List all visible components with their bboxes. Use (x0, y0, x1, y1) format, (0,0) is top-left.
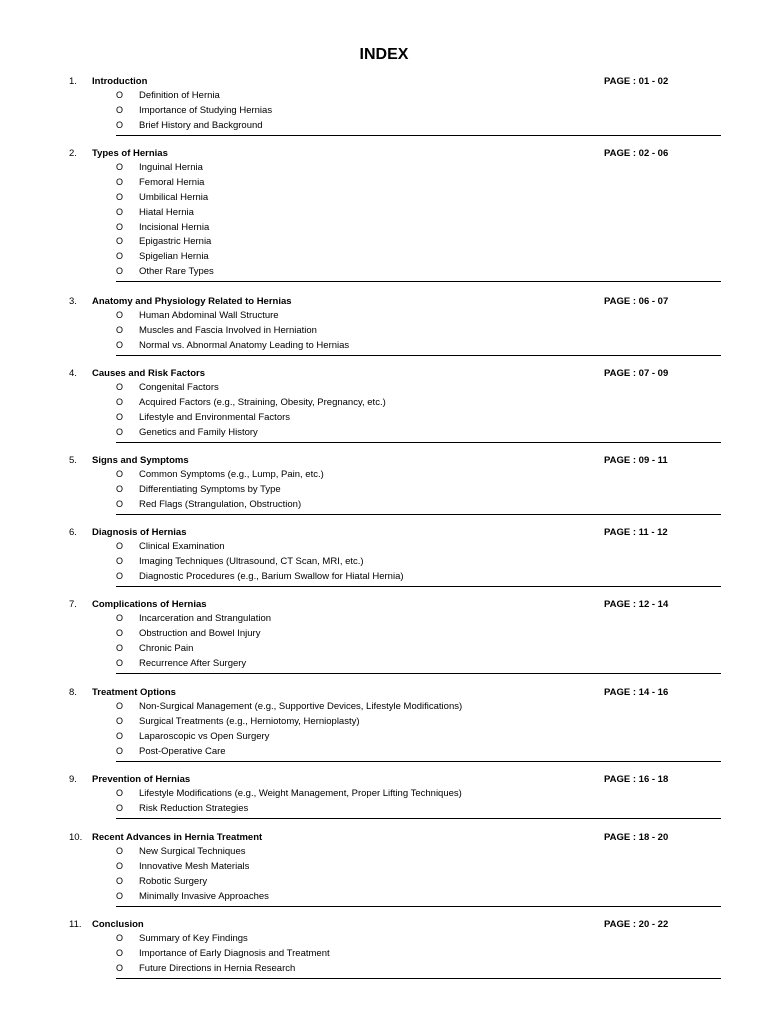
section-page-range: PAGE : 14 - 16 (604, 687, 669, 698)
circle-bullet-icon: O (116, 339, 124, 350)
circle-bullet-icon: O (116, 324, 124, 335)
subtopic-item (0, 875, 768, 890)
circle-bullet-icon: O (116, 266, 124, 277)
subtopic-list (0, 932, 768, 977)
subtopic-label: Definition of Hernia (139, 90, 220, 101)
section-heading (0, 831, 768, 845)
subtopic-label: Other Rare Types (139, 266, 214, 278)
circle-bullet-icon: O (116, 382, 124, 392)
section-heading (0, 686, 768, 700)
subtopic-label: Spigelian Hernia (139, 251, 209, 263)
subtopic-label: Surgical Treatments (e.g., Herniotomy, Hernioplasty) (139, 715, 360, 727)
subtopic-item (0, 745, 768, 760)
circle-bullet-icon: O (116, 90, 124, 100)
subtopic-label: Clinical Examination (139, 541, 225, 552)
page-title: INDEX (359, 46, 409, 63)
subtopic-item (0, 657, 768, 672)
subtopic-label: Incarceration and Strangulation (139, 613, 272, 624)
circle-bullet-icon: O (116, 498, 124, 509)
circle-bullet-icon: O (116, 627, 124, 638)
circle-bullet-icon: O (116, 570, 124, 581)
subtopic-label: Recurrence After Surgery (139, 657, 247, 669)
section-page-range: PAGE : 01 - 02 (604, 76, 669, 87)
subtopic-item (0, 161, 768, 176)
subtopic-item (0, 250, 768, 265)
section-divider (116, 281, 721, 282)
subtopic-list (0, 700, 768, 760)
subtopic-label: Muscles and Fascia Involved in Herniation (139, 324, 317, 336)
subtopic-item (0, 715, 768, 730)
subtopic-item (0, 119, 768, 134)
circle-bullet-icon: O (116, 613, 124, 623)
subtopic-list (0, 381, 768, 441)
subtopic-item (0, 265, 768, 280)
section-title: Signs and Symptoms (92, 455, 189, 466)
subtopic-item (0, 411, 768, 426)
subtopic-item (0, 381, 768, 396)
subtopic-item (0, 627, 768, 642)
subtopic-label: Human Abdominal Wall Structure (139, 310, 279, 321)
circle-bullet-icon: O (116, 310, 124, 320)
index-section (0, 295, 768, 354)
section-page-range: PAGE : 02 - 06 (604, 148, 669, 159)
circle-bullet-icon: O (116, 236, 124, 247)
section-number: 6. (69, 527, 77, 538)
subtopic-label: Lifestyle and Environmental Factors (139, 411, 291, 423)
section-number: 1. (69, 76, 77, 87)
subtopic-label: Post-Operative Care (139, 745, 226, 757)
subtopic-label: Incisional Hernia (139, 221, 210, 233)
subtopic-item (0, 612, 768, 627)
subtopic-item (0, 890, 768, 905)
subtopic-label: Inguinal Hernia (139, 162, 203, 173)
subtopic-label: Importance of Early Diagnosis and Treatment (139, 947, 330, 959)
subtopic-label: Importance of Studying Hernias (139, 104, 273, 116)
index-section (0, 454, 768, 513)
subtopic-label: Future Directions in Hernia Research (139, 962, 296, 974)
section-heading (0, 526, 768, 540)
subtopic-label: Laparoscopic vs Open Surgery (139, 730, 270, 742)
section-heading (0, 367, 768, 381)
section-divider (116, 355, 721, 356)
section-heading (0, 75, 768, 89)
subtopic-label: Robotic Surgery (139, 875, 208, 887)
subtopic-label: Lifestyle Modifications (e.g., Weight Management, Proper Lifting Techniques) (139, 788, 462, 799)
circle-bullet-icon: O (116, 119, 124, 130)
section-title: Conclusion (92, 919, 144, 930)
index-section (0, 831, 768, 905)
index-section (0, 598, 768, 672)
section-divider (116, 978, 721, 979)
circle-bullet-icon: O (116, 104, 124, 115)
subtopic-list (0, 787, 768, 817)
circle-bullet-icon: O (116, 860, 124, 871)
section-page-range: PAGE : 18 - 20 (604, 832, 669, 843)
section-heading (0, 773, 768, 787)
subtopic-label: Epigastric Hernia (139, 236, 212, 248)
circle-bullet-icon: O (116, 221, 124, 232)
index-section (0, 526, 768, 585)
section-page-range: PAGE : 09 - 11 (604, 455, 668, 466)
section-number: 5. (69, 455, 77, 466)
subtopic-label: Non-Surgical Management (e.g., Supportive Devices, Lifestyle Modifications) (139, 701, 463, 712)
section-heading (0, 598, 768, 612)
subtopic-label: Minimally Invasive Approaches (139, 890, 269, 902)
subtopic-list (0, 468, 768, 513)
circle-bullet-icon: O (116, 715, 124, 726)
subtopic-label: Diagnostic Procedures (e.g., Barium Swallow for Hiatal Hernia) (139, 570, 404, 582)
section-title: Diagnosis of Hernias (92, 527, 187, 538)
subtopic-label: Imaging Techniques (Ultrasound, CT Scan, MRI, etc.) (139, 555, 364, 567)
subtopic-label: Umbilical Hernia (139, 191, 209, 203)
circle-bullet-icon: O (116, 642, 124, 653)
subtopic-item (0, 235, 768, 250)
subtopic-item (0, 540, 768, 555)
subtopic-item (0, 206, 768, 221)
subtopic-item (0, 221, 768, 236)
circle-bullet-icon: O (116, 483, 124, 494)
subtopic-label: Obstruction and Bowel Injury (139, 627, 261, 639)
subtopic-item (0, 802, 768, 817)
subtopic-item (0, 642, 768, 657)
circle-bullet-icon: O (116, 933, 124, 943)
circle-bullet-icon: O (116, 162, 124, 172)
subtopic-list (0, 309, 768, 354)
subtopic-item (0, 396, 768, 411)
subtopic-item (0, 339, 768, 354)
section-title: Treatment Options (92, 687, 176, 698)
subtopic-label: New Surgical Techniques (139, 846, 246, 857)
circle-bullet-icon: O (116, 555, 124, 566)
section-title: Complications of Hernias (92, 599, 207, 610)
section-heading (0, 147, 768, 161)
circle-bullet-icon: O (116, 890, 124, 901)
subtopic-item (0, 787, 768, 802)
section-page-range: PAGE : 06 - 07 (604, 296, 669, 307)
subtopic-label: Femoral Hernia (139, 176, 205, 188)
section-divider (116, 135, 721, 136)
section-number: 8. (69, 687, 77, 698)
circle-bullet-icon: O (116, 802, 124, 813)
index-section (0, 147, 768, 280)
subtopic-list (0, 540, 768, 585)
subtopic-label: Acquired Factors (e.g., Straining, Obesity, Pregnancy, etc.) (139, 396, 386, 408)
section-page-range: PAGE : 16 - 18 (604, 774, 669, 785)
circle-bullet-icon: O (116, 541, 124, 551)
subtopic-label: Summary of Key Findings (139, 933, 248, 944)
subtopic-item (0, 426, 768, 441)
circle-bullet-icon: O (116, 788, 124, 798)
subtopic-label: Innovative Mesh Materials (139, 860, 250, 872)
subtopic-label: Red Flags (Strangulation, Obstruction) (139, 498, 302, 510)
section-divider (116, 761, 721, 762)
section-divider (116, 586, 721, 587)
subtopic-item (0, 555, 768, 570)
subtopic-label: Congenital Factors (139, 382, 219, 393)
subtopic-item (0, 104, 768, 119)
subtopic-item (0, 845, 768, 860)
section-title: Causes and Risk Factors (92, 368, 205, 379)
section-title: Types of Hernias (92, 148, 168, 159)
section-heading (0, 295, 768, 309)
circle-bullet-icon: O (116, 411, 124, 422)
circle-bullet-icon: O (116, 469, 124, 479)
subtopic-item (0, 730, 768, 745)
subtopic-label: Brief History and Background (139, 119, 263, 131)
subtopic-list (0, 845, 768, 905)
section-page-range: PAGE : 07 - 09 (604, 368, 669, 379)
circle-bullet-icon: O (116, 701, 124, 711)
subtopic-list (0, 161, 768, 280)
subtopic-item (0, 700, 768, 715)
circle-bullet-icon: O (116, 206, 124, 217)
subtopic-list (0, 89, 768, 134)
circle-bullet-icon: O (116, 730, 124, 741)
section-title: Introduction (92, 76, 148, 87)
subtopic-item (0, 860, 768, 875)
section-page-range: PAGE : 11 - 12 (604, 527, 668, 538)
section-divider (116, 673, 721, 674)
section-number: 7. (69, 599, 77, 610)
section-number: 2. (69, 148, 77, 159)
section-divider (116, 906, 721, 907)
circle-bullet-icon: O (116, 846, 124, 856)
section-number: 3. (69, 296, 77, 307)
subtopic-item (0, 947, 768, 962)
section-page-range: PAGE : 20 - 22 (604, 919, 669, 930)
subtopic-label: Chronic Pain (139, 642, 194, 654)
index-section (0, 918, 768, 977)
subtopic-label: Differentiating Symptoms by Type (139, 483, 281, 495)
subtopic-item (0, 191, 768, 206)
section-title: Recent Advances in Hernia Treatment (92, 832, 263, 843)
subtopic-label: Normal vs. Abnormal Anatomy Leading to Hernias (139, 339, 350, 351)
subtopic-item (0, 309, 768, 324)
index-section (0, 75, 768, 134)
circle-bullet-icon: O (116, 191, 124, 202)
index-section (0, 686, 768, 760)
circle-bullet-icon: O (116, 875, 124, 886)
index-section (0, 773, 768, 817)
subtopic-list (0, 612, 768, 672)
subtopic-item (0, 932, 768, 947)
section-divider (116, 818, 721, 819)
subtopic-item (0, 468, 768, 483)
circle-bullet-icon: O (116, 745, 124, 756)
section-divider (116, 442, 721, 443)
section-number: 10. (69, 832, 83, 843)
circle-bullet-icon: O (116, 396, 124, 407)
section-title: Prevention of Hernias (92, 774, 191, 785)
section-heading (0, 454, 768, 468)
section-number: 11. (69, 919, 82, 930)
section-heading (0, 918, 768, 932)
section-title: Anatomy and Physiology Related to Hernias (92, 296, 292, 307)
section-number: 4. (69, 368, 77, 379)
circle-bullet-icon: O (116, 962, 124, 973)
circle-bullet-icon: O (116, 947, 124, 958)
subtopic-label: Genetics and Family History (139, 426, 258, 438)
subtopic-item (0, 89, 768, 104)
circle-bullet-icon: O (116, 176, 124, 187)
section-divider (116, 514, 721, 515)
circle-bullet-icon: O (116, 426, 124, 437)
section-number: 9. (69, 774, 77, 785)
section-page-range: PAGE : 12 - 14 (604, 599, 669, 610)
index-section (0, 367, 768, 441)
subtopic-item (0, 483, 768, 498)
subtopic-label: Common Symptoms (e.g., Lump, Pain, etc.) (139, 469, 324, 480)
subtopic-item (0, 176, 768, 191)
subtopic-item (0, 570, 768, 585)
subtopic-item (0, 324, 768, 339)
subtopic-label: Hiatal Hernia (139, 206, 194, 218)
circle-bullet-icon: O (116, 657, 124, 668)
circle-bullet-icon: O (116, 251, 124, 262)
subtopic-item (0, 962, 768, 977)
subtopic-label: Risk Reduction Strategies (139, 802, 249, 814)
subtopic-item (0, 498, 768, 513)
